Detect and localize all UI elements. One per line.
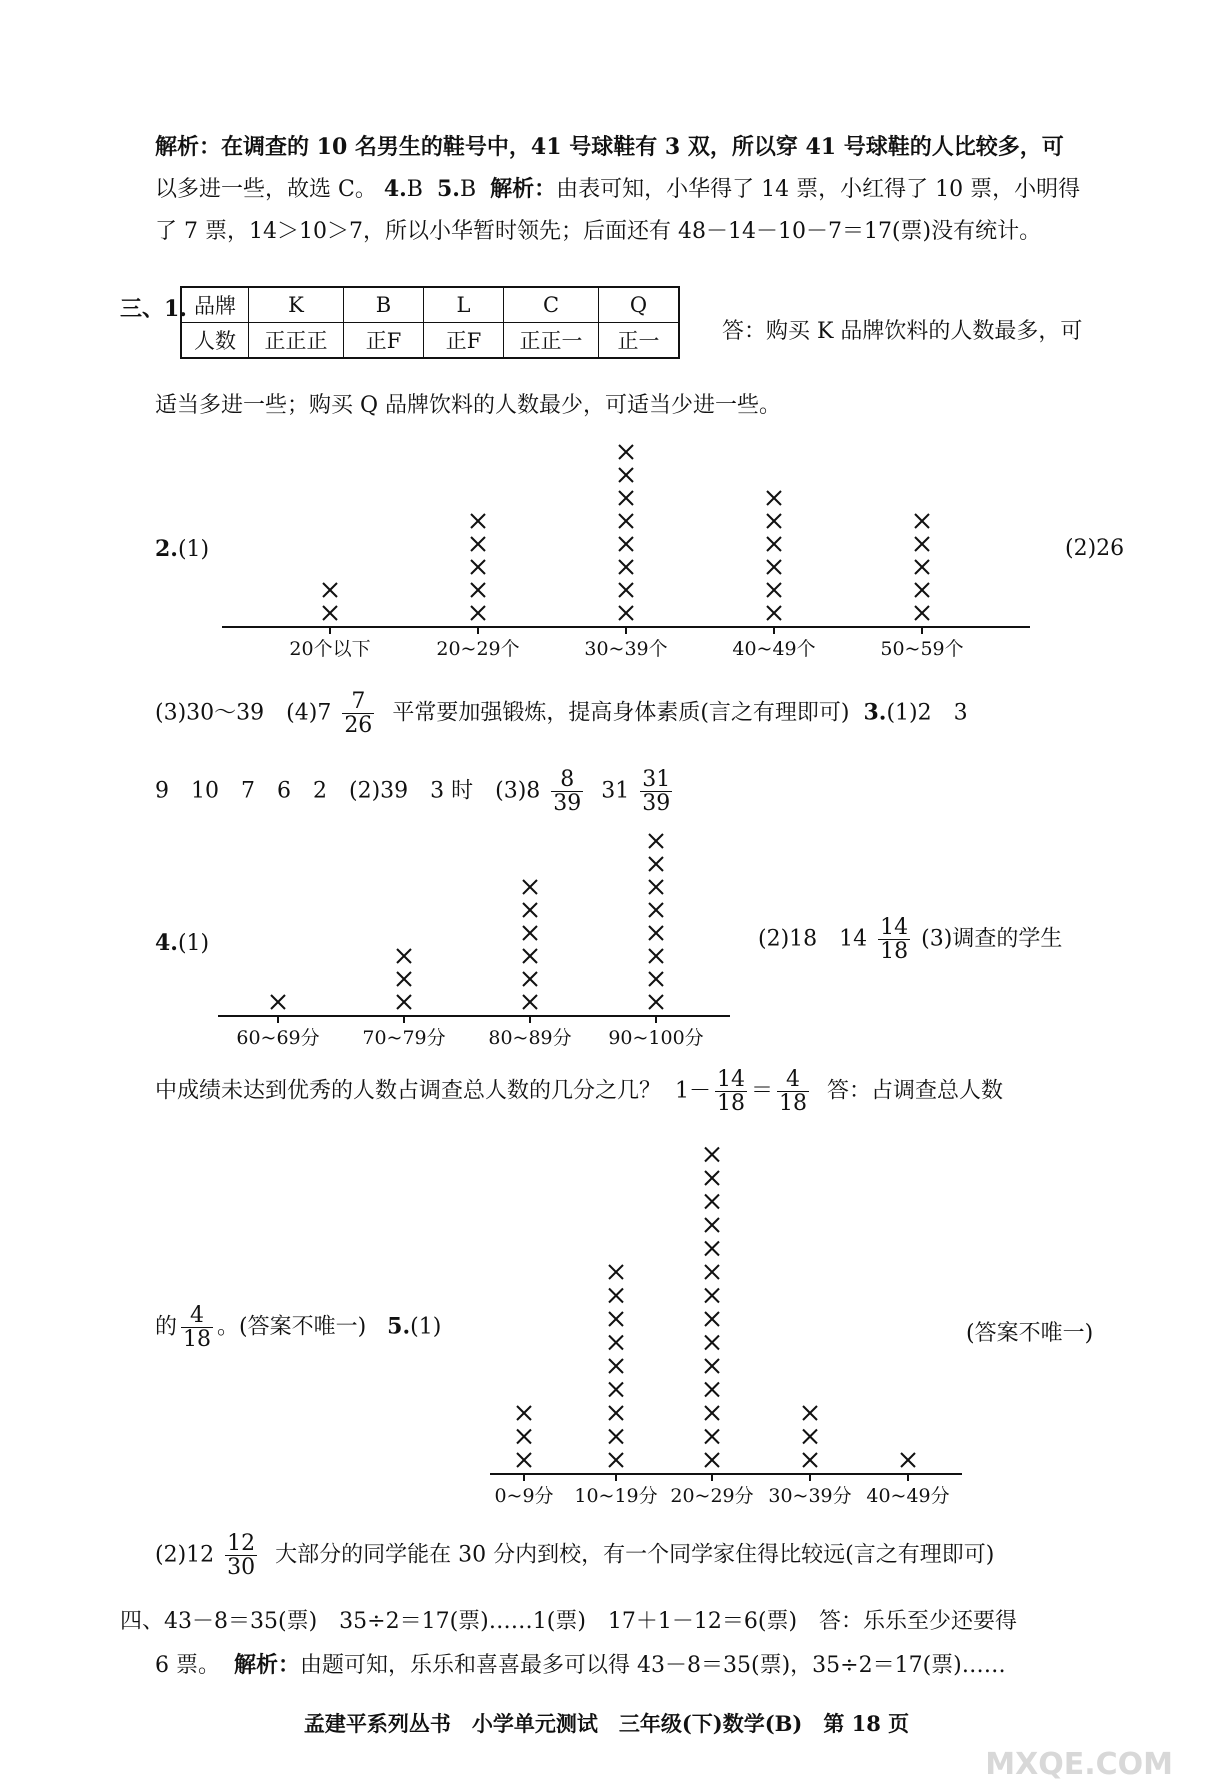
x-mark <box>517 1406 531 1420</box>
analysis-line-2: 以多进一些，故选 C。 4.B 5.B 解析：由表可知，小华得了 14 票，小红得了 10 票，小明得 <box>155 176 1081 202</box>
tally-cell: 正正正 <box>249 323 344 359</box>
category-label: 20~29分 <box>670 1485 754 1507</box>
x-mark <box>609 1453 623 1467</box>
q2-label: 2.(1) <box>155 536 210 562</box>
x-mark <box>705 1406 719 1420</box>
fraction: $\frac{4}{18}$ <box>779 1067 808 1117</box>
x-mark <box>705 1171 719 1185</box>
x-mark <box>649 995 663 1009</box>
x-mark <box>915 560 929 574</box>
x-mark <box>705 1336 719 1350</box>
x-mark <box>609 1430 623 1444</box>
x-mark <box>767 514 781 528</box>
x-mark <box>619 468 633 482</box>
x-mark <box>609 1406 623 1420</box>
x-mark <box>767 560 781 574</box>
x-mark <box>397 949 411 963</box>
x-mark <box>619 560 633 574</box>
x-mark <box>397 995 411 1009</box>
x-mark <box>619 491 633 505</box>
section-3-label: 三、1. <box>120 296 187 322</box>
x-mark <box>523 972 537 986</box>
x-mark <box>619 514 633 528</box>
answer-line-12: (2)12 $\frac{12}{30}$ 大部分的同学能在 30 分内到校，有一个同学家住得比较远(言之有理即可) <box>155 1531 995 1581</box>
tally-cell: B <box>344 287 424 323</box>
fraction: $\frac{4}{18}$ <box>183 1303 212 1353</box>
x-mark <box>471 537 485 551</box>
x-mark <box>705 1148 719 1162</box>
category-label: 50~59个 <box>880 638 964 660</box>
answer-line-5: 适当多进一些；购买 Q 品牌饮料的人数最少，可适当少进一些。 <box>155 393 782 418</box>
category-label: 30~39分 <box>768 1485 852 1507</box>
tally-cell: Q <box>599 287 680 323</box>
x-mark <box>271 995 285 1009</box>
x-mark <box>705 1218 719 1232</box>
section-4-line: 四、43－8＝35(票) 35÷2＝17(票)……1(票) 17＋1－12＝6(票) 答：乐乐至少还要得 <box>120 1609 1018 1634</box>
x-mark <box>803 1406 817 1420</box>
x-mark <box>471 606 485 620</box>
x-mark <box>517 1430 531 1444</box>
tally-cell: 正F <box>344 323 424 359</box>
x-mark <box>705 1312 719 1326</box>
x-mark <box>609 1336 623 1350</box>
watermark: MXQE.COM <box>985 1747 1173 1782</box>
x-mark <box>705 1359 719 1373</box>
x-mark <box>609 1265 623 1279</box>
x-mark <box>523 880 537 894</box>
x-mark <box>619 583 633 597</box>
x-mark <box>619 606 633 620</box>
tally-cell: 人数 <box>181 323 249 359</box>
tally-cell: C <box>504 287 599 323</box>
section-3-answer: 答：购买 K 品牌饮料的人数最多，可 <box>722 319 1083 344</box>
x-mark <box>767 583 781 597</box>
x-mark <box>649 949 663 963</box>
fraction: $\frac{31}{39}$ <box>642 767 671 817</box>
category-label: 0~9分 <box>494 1485 554 1507</box>
x-mark <box>523 995 537 1009</box>
category-label: 80~89分 <box>488 1027 572 1049</box>
answer-line-10: 中成绩未达到优秀的人数占调查总人数的几分之几？ 1－ $\frac{14}{18}$ ＝ $\frac{4}{18}$ 答：占调查总人数 <box>155 1067 1004 1117</box>
x-mark <box>323 606 337 620</box>
x-mark <box>609 1359 623 1373</box>
category-label: 90~100分 <box>608 1027 704 1049</box>
x-mark <box>705 1195 719 1209</box>
x-mark <box>523 949 537 963</box>
q4-right: (2)18 14 $\frac{14}{18}$ (3)调查的学生 <box>758 915 1063 965</box>
category-label: 40~49分 <box>866 1485 950 1507</box>
x-mark <box>471 514 485 528</box>
x-mark <box>649 857 663 871</box>
q2-part2: (2)26 <box>1065 536 1125 561</box>
x-mark <box>767 537 781 551</box>
q4-label: 4.(1) <box>155 930 210 956</box>
fraction: $\frac{8}{39}$ <box>553 767 582 817</box>
x-mark <box>705 1383 719 1397</box>
x-mark <box>803 1430 817 1444</box>
tally-cell: L <box>424 287 504 323</box>
x-mark <box>609 1289 623 1303</box>
tally-cell: K <box>249 287 344 323</box>
x-mark <box>619 537 633 551</box>
x-mark <box>803 1453 817 1467</box>
x-mark <box>649 834 663 848</box>
x-mark <box>705 1453 719 1467</box>
x-mark <box>471 560 485 574</box>
fraction: $\frac{14}{18}$ <box>717 1067 746 1117</box>
x-mark <box>705 1430 719 1444</box>
x-mark <box>523 926 537 940</box>
category-label: 20~29个 <box>436 638 520 660</box>
x-mark <box>517 1453 531 1467</box>
x-mark <box>915 514 929 528</box>
category-label: 10~19分 <box>574 1485 658 1507</box>
x-mark <box>523 903 537 917</box>
answer-line-8: 9 10 7 6 2 (2)39 3 时 (3)8 $\frac{8}{39}$ 31 $\frac{31}{39}$ <box>155 767 671 817</box>
category-label: 60~69分 <box>236 1027 320 1049</box>
x-mark <box>397 972 411 986</box>
analysis-line-3: 了 7 票，14＞10＞7，所以小华暂时领先；后面还有 48－14－10－7＝17(票)没有统计。 <box>155 219 1042 244</box>
x-mark <box>767 491 781 505</box>
x-mark <box>705 1242 719 1256</box>
tally-cell: 正F <box>424 323 504 359</box>
analysis-line-1: 解析：在调查的 10 名男生的鞋号中，41 号球鞋有 3 双，所以穿 41 号球鞋的人比较多，可 <box>155 134 1064 160</box>
x-mark <box>471 583 485 597</box>
category-label: 40~49个 <box>732 638 816 660</box>
x-mark <box>915 583 929 597</box>
x-mark <box>609 1312 623 1326</box>
x-mark <box>901 1453 915 1467</box>
category-label: 20个以下 <box>289 638 371 660</box>
q5-note: (答案不唯一) <box>966 1321 1094 1346</box>
tally-cell: 正正一 <box>504 323 599 359</box>
answer-line-11: 的 $\frac{4}{18}$ 。(答案不唯一) 5.(1) <box>155 1303 442 1353</box>
x-mark <box>915 606 929 620</box>
section-4-analysis: 6 票。 解析：由题可知，乐乐和喜喜最多可以得 43－8＝35(票)，35÷2＝17(票)…… <box>155 1652 1006 1678</box>
x-mark <box>323 583 337 597</box>
x-mark <box>619 445 633 459</box>
fraction: $\frac{14}{18}$ <box>880 915 909 965</box>
category-label: 30~39个 <box>584 638 668 660</box>
x-mark <box>915 537 929 551</box>
tally-cell: 品牌 <box>181 287 249 323</box>
x-mark <box>649 880 663 894</box>
x-mark <box>705 1289 719 1303</box>
x-mark <box>649 903 663 917</box>
category-label: 70~79分 <box>362 1027 446 1049</box>
fraction: $\frac{12}{30}$ <box>227 1531 256 1581</box>
fraction: $\frac{7}{26}$ <box>344 689 373 739</box>
answer-line-7: (3)30～39 (4)7 $\frac{7}{26}$ 平常要加强锻炼，提高身体素质(言之有理即可) 3.(1)2 3 <box>155 689 968 739</box>
page-footer: 孟建平系列丛书 小学单元测试 三年级(下)数学(B) 第 18 页 <box>303 1711 910 1736</box>
x-mark <box>649 972 663 986</box>
x-mark <box>767 606 781 620</box>
tally-cell: 正一 <box>599 323 680 359</box>
x-mark <box>705 1265 719 1279</box>
x-mark <box>609 1383 623 1397</box>
x-mark <box>649 926 663 940</box>
